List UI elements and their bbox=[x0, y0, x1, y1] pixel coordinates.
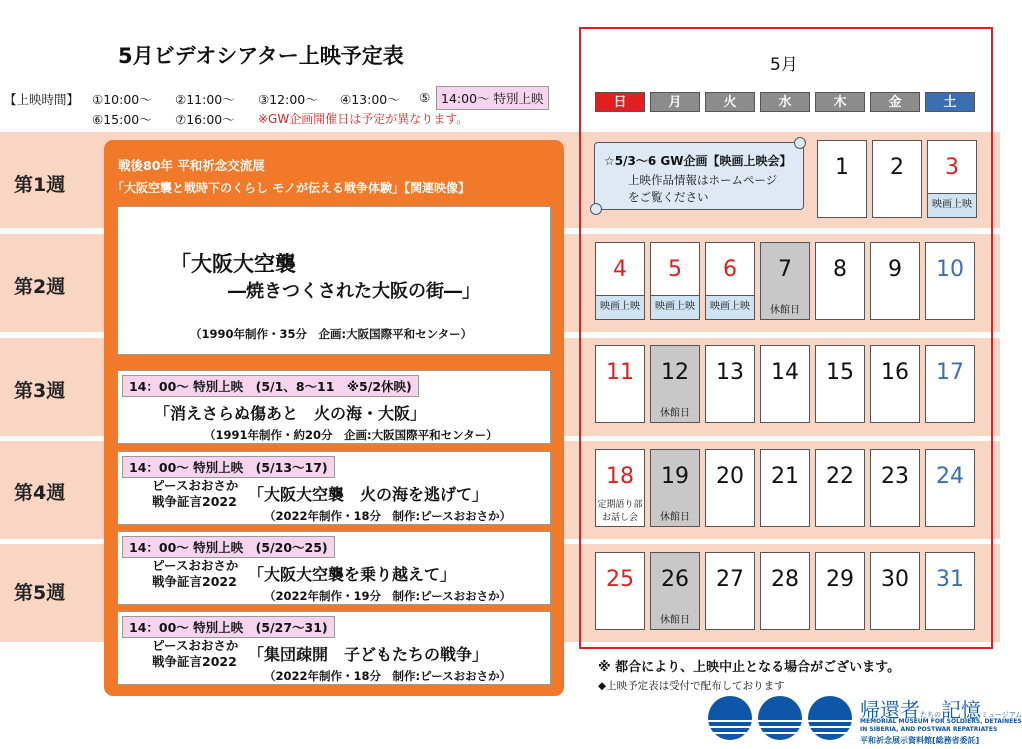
day-number: 2 bbox=[890, 155, 904, 180]
day-number: 27 bbox=[716, 567, 744, 592]
exhibit-subtitle: 「大阪空襲と戦時下のくらし モノが伝える戦争体験」【関連映像】 bbox=[112, 181, 471, 195]
day-cell-6 bbox=[705, 242, 755, 320]
time-7: ⑦16:00～ bbox=[175, 112, 235, 127]
day-cell-21 bbox=[760, 449, 810, 527]
film-3-time-bar: 14：00～ 特別上映 (5/13～17) bbox=[122, 456, 335, 478]
day-cell-13 bbox=[705, 345, 755, 423]
gw-event-line2: をご覧ください bbox=[628, 190, 709, 204]
day-number: 9 bbox=[888, 257, 902, 282]
cancellation-notice: ※ 都合により、上映中止となる場合がございます。 bbox=[598, 660, 901, 675]
dow-wed: 水 bbox=[760, 92, 810, 112]
film-2-title: 「消えさらぬ傷あと 火の海・大阪」 bbox=[154, 404, 427, 423]
week-label-4: 第4週 bbox=[14, 482, 66, 504]
day-cell-20 bbox=[705, 449, 755, 527]
logo-circle-icon bbox=[708, 696, 752, 740]
logo-name-small: たちの bbox=[920, 711, 941, 719]
day-cell-1 bbox=[817, 140, 867, 218]
day-number: 18 bbox=[606, 464, 634, 489]
day-cell-15 bbox=[815, 345, 865, 423]
day-cell-22 bbox=[815, 449, 865, 527]
time-6: ⑥15:00～ bbox=[92, 112, 152, 127]
day-cell-7 bbox=[760, 242, 810, 320]
day-cell-31 bbox=[925, 552, 975, 630]
day-cell-12 bbox=[650, 345, 700, 423]
dow-sat: 土 bbox=[925, 92, 975, 112]
day-cell-8 bbox=[815, 242, 865, 320]
week-label-1: 第1週 bbox=[14, 174, 66, 196]
day-number: 29 bbox=[826, 567, 854, 592]
film-5-credit: （2022年制作・18分 制作:ピースおおさか） bbox=[264, 669, 512, 683]
film-5-series-1: ピースおおさか bbox=[152, 638, 239, 653]
exhibit-title: 戦後80年 平和祈念交流展 bbox=[118, 158, 265, 173]
week-label-3: 第3週 bbox=[14, 380, 66, 402]
day-number: 23 bbox=[881, 464, 909, 489]
dow-fri: 金 bbox=[870, 92, 920, 112]
day-number: 14 bbox=[771, 360, 799, 385]
day-number: 28 bbox=[771, 567, 799, 592]
dow-sun: 日 bbox=[595, 92, 645, 112]
day-number: 15 bbox=[826, 360, 854, 385]
week-label-2: 第2週 bbox=[14, 276, 66, 298]
time-1: ①10:00～ bbox=[92, 92, 152, 107]
logo-english-2: IN SIBERIA, AND POSTWAR REPATRIATES bbox=[860, 726, 998, 733]
day-cell-11 bbox=[595, 345, 645, 423]
film-4-time-bar: 14：00～ 特別上映 (5/20～25) bbox=[122, 536, 335, 558]
day-cell-14 bbox=[760, 345, 810, 423]
day-number: 19 bbox=[661, 464, 689, 489]
day-cell-4 bbox=[595, 242, 645, 320]
logo-kana: ミュージアム bbox=[981, 711, 1022, 719]
film-2-credit: （1991年制作・約20分 企画:大阪国際平和センター） bbox=[204, 428, 498, 442]
day-number: 7 bbox=[778, 257, 792, 282]
day-cell-10 bbox=[925, 242, 975, 320]
day-number: 13 bbox=[716, 360, 744, 385]
page-title: 5月ビデオシアター上映予定表 bbox=[118, 44, 404, 68]
day-cell-28 bbox=[760, 552, 810, 630]
day-number: 25 bbox=[606, 567, 634, 592]
screening-tag: 映画上映 bbox=[928, 193, 976, 217]
film-5-title: 「集団疎開 子どもたちの戦争」 bbox=[248, 645, 489, 664]
day-number: 1 bbox=[835, 155, 849, 180]
time-3: ③12:00～ bbox=[258, 92, 318, 107]
day-number: 12 bbox=[661, 360, 689, 385]
day-number: 16 bbox=[881, 360, 909, 385]
closed-note: 休館日 bbox=[660, 408, 690, 419]
gw-event-title: ☆5/3～6 GW企画【映画上映会】 bbox=[604, 154, 792, 168]
storyteller-note-1: 定期語り部 bbox=[597, 500, 643, 510]
dow-tue: 火 bbox=[705, 92, 755, 112]
screening-tag: 映画上映 bbox=[651, 295, 699, 319]
day-cell-26 bbox=[650, 552, 700, 630]
distribution-notice: ◆上映予定表は受付で配布しております bbox=[598, 680, 785, 692]
day-cell-3 bbox=[927, 140, 977, 218]
closed-note: 休館日 bbox=[770, 305, 800, 316]
film-4-title: 「大阪大空襲を乗り越えて」 bbox=[248, 565, 457, 584]
film-3-series-1: ピースおおさか bbox=[152, 478, 239, 493]
film-3-series-2: 戦争証言2022 bbox=[152, 494, 237, 509]
scroll-curl-icon bbox=[794, 137, 806, 149]
day-number: 10 bbox=[936, 257, 964, 282]
time-5-special: 14:00～ 特別上映 bbox=[436, 86, 549, 110]
film-1-credit: （1990年制作・35分 企画:大阪国際平和センター） bbox=[190, 327, 473, 341]
time-2: ②11:00～ bbox=[175, 92, 235, 107]
film-5-time-bar: 14：00～ 特別上映 (5/27～31) bbox=[122, 616, 335, 638]
dow-thu: 木 bbox=[815, 92, 865, 112]
film-5-series-2: 戦争証言2022 bbox=[152, 654, 237, 669]
day-number: 30 bbox=[881, 567, 909, 592]
day-cell-30 bbox=[870, 552, 920, 630]
day-cell-25 bbox=[595, 552, 645, 630]
logo-circle-icon bbox=[808, 696, 852, 740]
film-1-subtitle: ―焼きつくされた大阪の街―」 bbox=[228, 281, 480, 302]
day-cell-24 bbox=[925, 449, 975, 527]
day-number: 31 bbox=[936, 567, 964, 592]
time-5-num: ⑤ bbox=[419, 90, 431, 105]
day-number: 11 bbox=[606, 360, 634, 385]
day-cell-23 bbox=[870, 449, 920, 527]
day-cell-5 bbox=[650, 242, 700, 320]
logo-name-2: 記憶 bbox=[941, 698, 981, 722]
storyteller-note-2: お話し会 bbox=[601, 513, 638, 523]
dow-mon: 月 bbox=[650, 92, 700, 112]
day-cell-29 bbox=[815, 552, 865, 630]
day-number: 8 bbox=[833, 257, 847, 282]
closed-note: 休館日 bbox=[660, 512, 690, 523]
scroll-curl-bottom-icon bbox=[590, 203, 602, 215]
gw-note: ※GW企画開催日は予定が異なります。 bbox=[258, 112, 469, 126]
day-number: 6 bbox=[723, 257, 737, 282]
day-number: 4 bbox=[613, 257, 627, 282]
day-cell-9 bbox=[870, 242, 920, 320]
week-label-5: 第5週 bbox=[14, 582, 66, 604]
film-3-title: 「大阪大空襲 火の海を逃げて」 bbox=[248, 485, 489, 504]
film-4-series-2: 戦争証言2022 bbox=[152, 574, 237, 589]
screening-tag: 映画上映 bbox=[706, 295, 754, 319]
day-number: 21 bbox=[771, 464, 799, 489]
film-4-credit: （2022年制作・19分 制作:ピースおおさか） bbox=[264, 589, 512, 603]
day-cell-16 bbox=[870, 345, 920, 423]
film-1-title: 「大阪大空襲 bbox=[170, 252, 296, 276]
logo-circle-icon bbox=[758, 696, 802, 740]
day-number: 24 bbox=[936, 464, 964, 489]
museum-logo bbox=[708, 696, 860, 742]
day-cell-19 bbox=[650, 449, 700, 527]
film-4-series-1: ピースおおさか bbox=[152, 558, 239, 573]
closed-note: 休館日 bbox=[660, 615, 690, 626]
gw-event-line1: 上映作品情報はホームページ bbox=[628, 173, 778, 187]
day-number: 5 bbox=[668, 257, 682, 282]
day-cell-27 bbox=[705, 552, 755, 630]
schedule-label: 【上映時間】 bbox=[4, 92, 80, 107]
day-cell-2 bbox=[872, 140, 922, 218]
film-2-time-bar: 14：00～ 特別上映 (5/1、8～11 ※5/2休映) bbox=[122, 375, 419, 397]
film-3-credit: （2022年制作・18分 制作:ピースおおさか） bbox=[264, 509, 512, 523]
calendar-month: 5月 bbox=[770, 55, 798, 75]
logo-subtitle: 平和祈念展示資料館[総務省委託] bbox=[860, 736, 980, 745]
day-cell-17 bbox=[925, 345, 975, 423]
logo-english-1: MEMORIAL MUSEUM FOR SOLDIERS, DETAINEES bbox=[860, 718, 1022, 725]
day-number: 26 bbox=[661, 567, 689, 592]
day-number: 17 bbox=[936, 360, 964, 385]
time-4: ④13:00～ bbox=[340, 92, 400, 107]
day-cell-18 bbox=[595, 449, 645, 527]
day-number: 22 bbox=[826, 464, 854, 489]
day-number: 20 bbox=[716, 464, 744, 489]
screening-tag: 映画上映 bbox=[596, 295, 644, 319]
day-number: 3 bbox=[945, 155, 959, 180]
logo-name-1: 帰還者 bbox=[860, 698, 920, 722]
